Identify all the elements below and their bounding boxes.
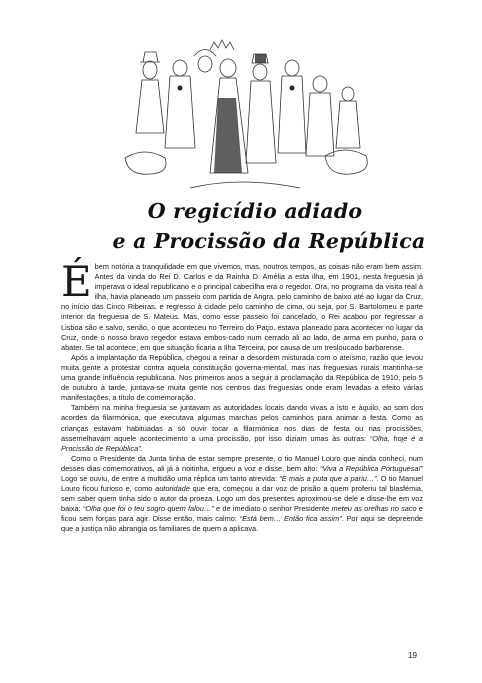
drop-cap: É bbox=[61, 257, 92, 306]
body-text bbox=[61, 257, 424, 535]
paragraph-2: Após a implantação da República, chegou a reinar a desordem misturada com o ateísmo, razão que levou muita gente a protestar contra aquela constituição governa-mental, mas nas freguesias rurais mantinha-se uma grande influência republicana. Nos primeiros anos a seguir à proclamação da República de 1910, pelo 5 de outubro à tarde, juntava-se muita gente nos centros das freguesias onde eram levadas a efeito várias manifestações, a título de comemoração. bbox=[61, 352, 423, 403]
chapter-title-line-1: O regicídio adiado bbox=[147, 199, 363, 223]
paragraph-1: Ébem notória a tranquilidade em que vivemos, mas, noutros tempos, as coisas não eram bem assim. Antes da vinda do Rei D. Carlos e da Rainha D. Amélia a esta ilha, em 1901, nesta freguesia já imperava o ideal republicano e o principal cabecilha era o regedor. Ora, no programa da visita real à ilha, havia planeado um passeio com partida de Angra, pelo caminho de baixo até ao lugar da Cruz, no início das Cinco Ribeiras, e regresso à cidade pelo caminho de cima, ou seja, por S. Bartolomeu e parte interior da freguesia de S. Mateus. Mas, como esse passeio foi cancelado, o Rei acabou por regressar a Lisboa são e salvo, senão, o que aconteceu no Terreiro do Paço, estava planeado para acontecer no lugar da Cruz, onde o nosso bravo regedor estava embos-cado num cerrado ali ao lado, de arma em punho, para o abater. Se tal acontece, em que situação ficaria a Ilha Terceira, por causa de um tresloucado barbarense. bbox=[61, 257, 423, 352]
paragraph-3: Também na minha freguesia se juntavam as autoridades locais dando vivas a isto e àquilo, ao som dos acordes da filarmónica, que executava algumas marchas pelos caminhos para animar a festa. Como as crianças estavam habituadas a só ouvir tocar a filarmónica nos dias de festa ou nas procissões, assemelhavam aquele acontecimento a uma procissão, por isso diziam umas às outras: “Olha, hoje é a Procissão de República”. bbox=[61, 403, 424, 453]
paragraph-4: Como o Presidente da Junta tinha de estar sempre presente, o tio Manuel Louro que ainda conheci, num desses dias comemorativos, ali já à noitinha, ergueu a voz e disse, bem alto: “Viva a República Portuguesa!” Logo se ouviu, de entre a multidão uma réplica um tanto atrevida: “E mais a puta que a pariu…”. O tio Manuel Louro ficou furioso e, como autoridade que era, começou a dar voz de prisão a quem proferiu tal blasfémia, sem saber quem tinha sido o autor da proeza. Logo um dos presentes aproximou-se dele e disse-lhe em voz baixa: “Olha que foi o teu sogro quem falou…” e de imediato o senhor Presidente meteu as orelhas no saco e ficou sem forças para agir. Disse então, mais calmo: “Está bem… Então fica assim”. Por aqui se depreende que a justiça não abrangia os familiares de quem a aplicava. bbox=[61, 453, 424, 534]
page-number: 19 bbox=[408, 651, 417, 660]
chapter-title-line-2: e a Procissão da República bbox=[112, 229, 426, 253]
procession-illustration bbox=[110, 38, 380, 210]
